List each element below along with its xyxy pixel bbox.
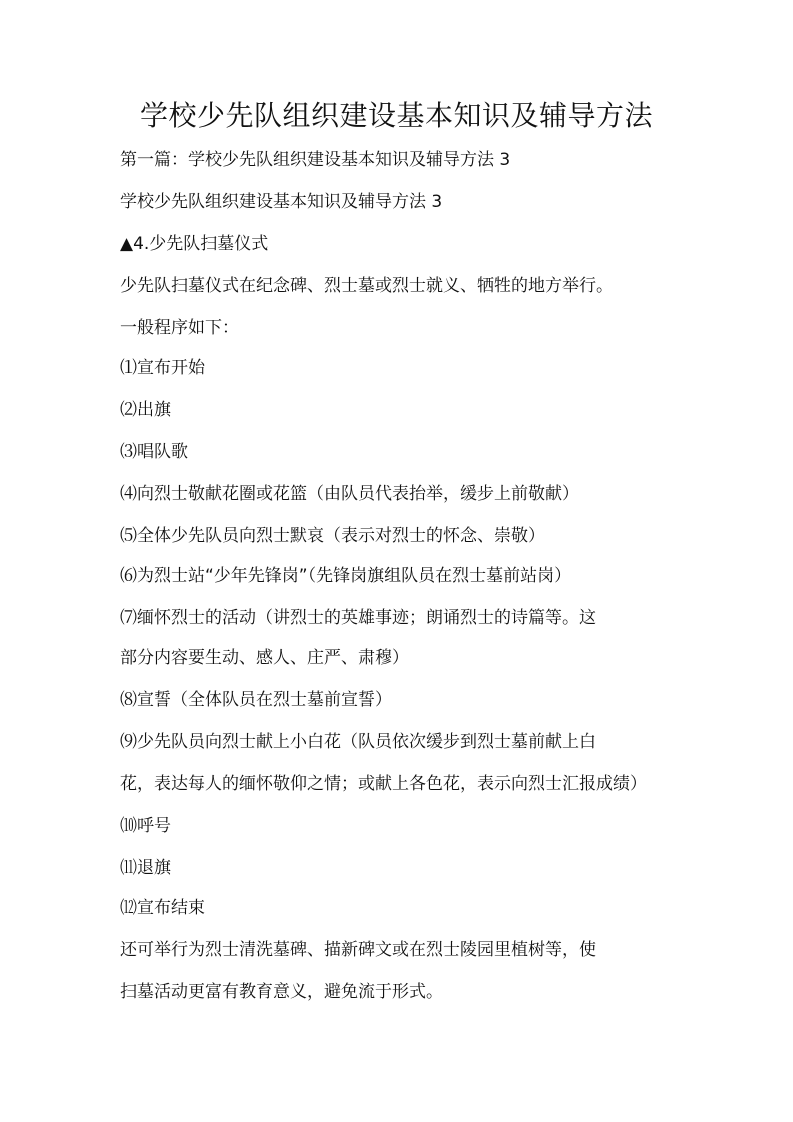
section-heading: ▲4.少先队扫墓仪式 [120, 234, 269, 254]
list-item: ⑵出旗 [120, 400, 171, 420]
paragraph-line: 扫墓活动更富有教育意义，避免流于形式。 [120, 982, 443, 1002]
paragraph-line: 还可举行为烈士清洗墓碑、描新碑文或在烈士陵园里植树等，使 [120, 940, 596, 960]
list-item: ⑽呼号 [120, 816, 171, 836]
list-item: ⑺缅怀烈士的活动（讲烈士的英雄事迹；朗诵烈士的诗篇等。这 [120, 608, 596, 628]
list-item: ⑶唱队歌 [120, 442, 188, 462]
document-title: 学校少先队组织建设基本知识及辅导方法 [139, 99, 653, 132]
list-item: ⑴宣布开始 [120, 358, 205, 378]
paragraph-line: 一般程序如下： [120, 318, 239, 338]
paragraph-line: 第一篇：学校少先队组织建设基本知识及辅导方法 3 [120, 150, 511, 170]
list-item-continuation: 部分内容要生动、感人、庄严、肃穆） [120, 648, 409, 668]
list-item: ⑾退旗 [120, 858, 171, 878]
list-item: ⑻宣誓（全体队员在烈士墓前宣誓） [120, 690, 392, 710]
list-item-continuation: 花，表达每人的缅怀敬仰之情；或献上各色花，表示向烈士汇报成绩） [120, 774, 647, 794]
list-item: ⑼少先队员向烈士献上小白花（队员依次缓步到烈士墓前献上白 [120, 732, 596, 752]
list-item: ⑿宣布结束 [120, 898, 205, 918]
paragraph-line: 学校少先队组织建设基本知识及辅导方法 3 [120, 192, 443, 212]
paragraph-line: 少先队扫墓仪式在纪念碑、烈士墓或烈士就义、牺牲的地方举行。 [120, 276, 613, 296]
list-item: ⑸全体少先队员向烈士默哀（表示对烈士的怀念、崇敬） [120, 526, 545, 546]
list-item: ⑷向烈士敬献花圈或花篮（由队员代表抬举，缓步上前敬献） [120, 484, 579, 504]
list-item: ⑹为烈士站“少年先锋岗”（先锋岗旗组队员在烈士墓前站岗） [120, 566, 572, 586]
